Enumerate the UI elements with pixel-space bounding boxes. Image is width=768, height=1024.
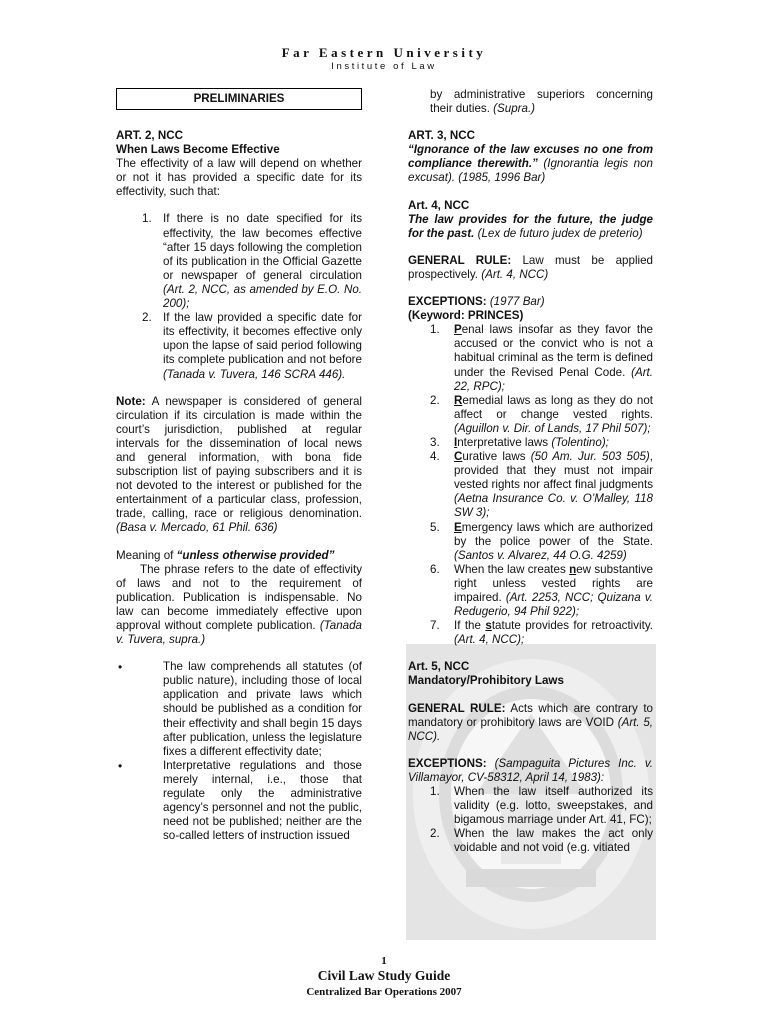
note-paragraph: Note: A newspaper is considered of general circulation if its circulation is made within the court’s jurisdiction, published at regular intervals for the dissemination of local news and general information, with bona fide subscription list of paying subscribers and it is not devoted to the interest or published for the entertainment of a particular class, profession, trade, calling, race or religious denomination. (Basa v. Mercado, 61 Phil. 636) [116,394,362,535]
list-item: 1. If there is no date specified for its effectivity, the law becomes effective “after 15 days following the completion of its publication in the Official Gazette or newspaper of general circulation (Art. 2, NCC, as amended by E.O. No. 200); [142,212,362,311]
keyword-label: (Keyword: PRINCES) [408,309,524,323]
footer-title: Civil Law Study Guide [317,968,451,983]
bullet-icon: • [118,758,123,773]
art5-heading: Art. 5, NCC [408,660,470,674]
list-item: 1. When the law itself authorized its validity (e.g. lotto, sweepstakes, and bigamous marriage under Art. 41, FC); [430,785,653,827]
list-item: • Interpretative regulations and those merely internal, i.e., those that regulate only the administrative agency’s personnel and not the public, need not be published; neither are the so-called letters of instruction issued [118,758,362,843]
list-item: 6. When the law creates new substantive right unless vested rights are impaired. (Art. 2253, NCC; Quizana v. Redugerio, 94 Phil 922); [430,562,653,619]
art3-quote: “Ignorance of the law excuses no one from compliance therewith.” (Ignorantia legis non excusat). (1985, 1996 Bar) [408,143,654,185]
art5-exceptions-list [408,785,653,855]
bullet-icon: • [118,660,123,675]
art4-quote: The law provides for the future, the judge for the past. (Lex de futuro judex de preterio) [408,212,653,240]
footer-subtitle: Centralized Bar Operations 2007 [306,986,462,998]
list-item: 3. Interpretative laws (Tolentino); [430,435,609,449]
list-item: 2. When the law makes the act only voidable and not void (e.g. vitiated [430,827,653,855]
list-item: 4. Curative laws (50 Am. Jur. 503 505), provided that they must not impair vested rights nor affect final judgments (Aetna Insurance Co. v. O’Malley, 118 SW 3); [430,450,653,520]
bullet-list [116,660,362,843]
list-item: 5. Emergency laws which are authorized by the police power of the State. (Santos v. Alvarez, 44 O.G. 4259) [430,520,653,562]
art2-intro: The effectivity of a law will depend on whether or not it has provided a specific date for its effectivity, such that: [116,157,362,199]
list-item: 1. Penal laws insofar as they favor the accused or the convict who is not a habitual criminal as the term is defined under the Revised Penal Code. (Art. 22, RPC); [430,323,653,393]
list-item: • The law comprehends all statutes (of public nature), including those of local application and private laws which should be published as a condition for their effectivity and shall begin 15 days after publication, unless the legislature fixes a different effectivity date; [118,660,362,758]
art4-exceptions-list [408,323,653,647]
art2-list [116,212,362,381]
list-item: 7. If the statute provides for retroactivity. (Art. 4, NCC); [430,619,653,647]
left-column [116,88,362,843]
art3-heading: ART. 3, NCC [408,129,475,143]
art2-subheading: When Laws Become Effective [116,143,280,157]
section-title-box: PRELIMINARIES [116,88,362,110]
continued-text: by administrative superiors concerning their duties. (Supra.) [430,88,653,116]
art2-heading: ART. 2, NCC [116,129,183,142]
institute-name: Institute of Law [331,61,437,72]
art5-general-rule: GENERAL RULE: Acts which are contrary to mandatory or prohibitory laws are VOID (Art. 5, NCC). [408,701,653,743]
art4-heading: Art. 4, NCC [408,198,470,212]
list-item: 2. Remedial laws as long as they do not affect or change vested rights. (Aguillon v. Dir. of Lands, 17 Phil 507); [430,393,653,435]
art4-general-rule: GENERAL RULE: Law must be applied prospectively. (Art. 4, NCC) [408,253,653,281]
meaning-heading: Meaning of “unless otherwise provided” [116,548,335,562]
right-column [408,88,653,856]
university-name: Far Eastern University [281,45,487,60]
art4-exceptions-heading: EXCEPTIONS: (1977 Bar) [408,295,545,309]
list-item: 2. If the law provided a specific date for its effectivity, it becomes effective only upon the lapse of said period following its complete publication and not before (Tanada v. Tuvera, 146 SCRA 446). [142,311,362,381]
meaning-paragraph: The phrase refers to the date of effectivity of laws and not to the requirement of publication. Publication is indispensable. No law can become immediately effective upon approval without complete publication. (Tanada v. Tuvera, supra.) [116,562,362,647]
art5-exceptions-heading: EXCEPTIONS: (Sampaguita Pictures Inc. v. Villamayor, CV-58312, April 14, 1983): [408,756,653,784]
page-number: 1 [381,955,387,967]
art5-subheading: Mandatory/Prohibitory Laws [408,674,564,688]
